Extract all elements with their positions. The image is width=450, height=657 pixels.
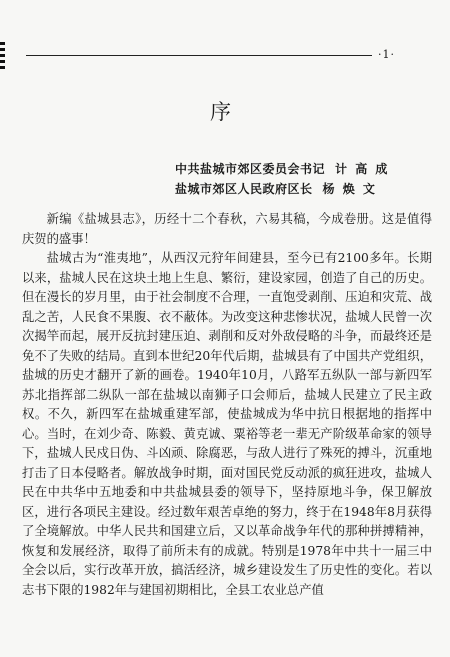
signature-name: 计 高 成 bbox=[335, 162, 390, 176]
paragraph: 新编《盐城县志》，历经十二个春秋，六易其稿，今成卷册。这是值得庆贺的盛事！ bbox=[22, 212, 432, 246]
header-rule bbox=[26, 55, 372, 56]
signature-line-1 bbox=[175, 160, 389, 177]
page-number: ·1· bbox=[378, 48, 395, 61]
preface-body bbox=[22, 210, 432, 600]
binding-edge-marks bbox=[0, 42, 5, 78]
paragraph: 盐城古为“淮夷地”，从西汉元狩年间建县，至今已有2100多年。长期以来，盐城人民在这块土地上生息、繁衍，建设家园，创造了自己的历史。但在漫长的岁月里，由于社会制度不合理，一直饱受剥削、压迫和灾荒、战乱之苦，人民食不果腹、衣不蔽体。为改变这种悲惨状况，盐城人民曾一次次揭竿而起，展开反抗封建压迫、剥削和反对外敌侵略的斗争，而最终还是免不了失败的结局。直到本世纪20年代后期，盐城县有了中国共产党组织，盐城的历史才翻开了新的画卷。1940年10月，八路军五纵队一部与新四军苏北指挥部二纵队一部在盐城以南狮子口会师后，盐城人民建立了民主政权。不久，新四军在盐城重建军部，使盐城成为华中抗日根据地的指挥中心。当时，在刘少奇、陈毅、黄克诚、粟裕等老一辈无产阶级革命家的领导下，盐城人民戍日伪、斗凶顽、除腐恶，与敌人进行了殊死的搏斗，沉重地打击了日本侵略者。解放战争时期，面对国民党反动派的疯狂进攻，盐城人民在中共华中五地委和中共盐城县委的领导下，坚持原地斗争，保卫解放区，进行各项民主建设。经过数年艰苦卓绝的努力，终于在1948年8月获得了全境解放。中华人民共和国建立后，又以革命战争年代的那种拼搏精神，恢复和发展经济，取得了前所未有的成就。特别是1978年中共十一届三中全会以后，实行改革开放，搞活经济，城乡建设发生了历史性的变化。若以志书下限的1982年与建国初期相比，全县工农业总产值 bbox=[22, 251, 432, 597]
page-title: 序 bbox=[210, 100, 231, 124]
signature-name: 杨 焕 文 bbox=[322, 182, 377, 196]
signature-role: 盐城市郊区人民政府区长 bbox=[175, 182, 313, 196]
signature-role: 中共盐城市郊区委员会书记 bbox=[175, 162, 326, 176]
signature-line-2 bbox=[175, 180, 377, 197]
